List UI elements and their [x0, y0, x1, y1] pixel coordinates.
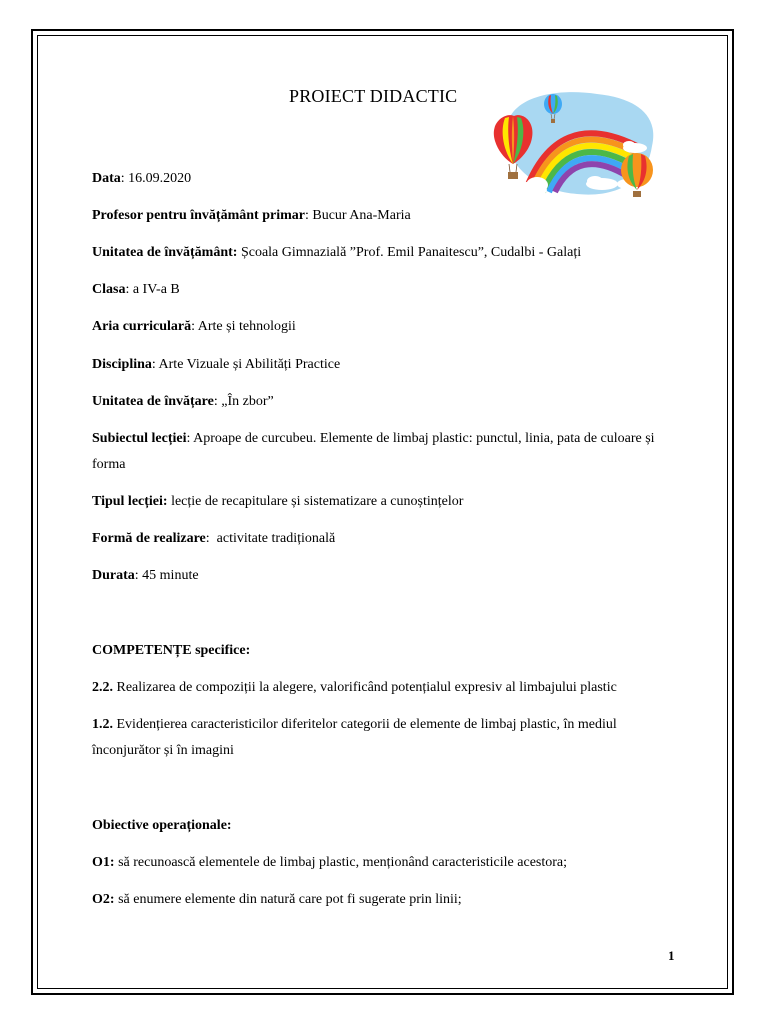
- field-label: Data: [92, 171, 121, 186]
- field-value: lecție de recapitulare și sistematizare a cunoștințelor: [171, 494, 464, 509]
- item-code: O2:: [92, 892, 115, 907]
- field-data: [92, 166, 191, 192]
- field-sep: :: [205, 531, 217, 546]
- page-number: 1: [668, 948, 675, 963]
- field-value: 16.09.2020: [128, 171, 192, 186]
- competente-heading: [92, 638, 250, 664]
- field-label: Profesor pentru învățământ primar: [92, 208, 305, 223]
- field-sep: :: [186, 431, 194, 446]
- item-text: Evidențierea caracteristicilor diferitelor categorii de elemente de limbaj plastic, în mediul înconjurător și în imagini: [92, 717, 617, 758]
- field-value: Aproape de curcubeu. Elemente de limbaj plastic: punctul, linia, pata de culoare și forma: [92, 431, 655, 472]
- item-code: 2.2.: [92, 680, 113, 695]
- field-label: Unitatea de învățare: [92, 394, 214, 409]
- field-label: Durata: [92, 568, 135, 583]
- field-value: activitate tradițională: [216, 531, 336, 546]
- field-tipul-lectiei: [92, 489, 463, 515]
- competenta-item: [92, 712, 684, 764]
- rainbow-balloons-illustration: [487, 86, 657, 206]
- field-sep: :: [213, 394, 222, 409]
- field-subiectul-lectiei: [92, 426, 682, 478]
- field-sep: :: [125, 282, 133, 297]
- section-heading: Obiective operaționale:: [92, 818, 232, 833]
- field-durata: [92, 563, 199, 589]
- section-heading: COMPETENȚE specifice:: [92, 643, 251, 658]
- document-title: PROIECT DIDACTIC: [289, 86, 458, 106]
- field-label: Formă de realizare: [92, 531, 206, 546]
- item-text: Realizarea de compoziții la alegere, valorificând potențialul expresiv al limbajului plastic: [116, 680, 617, 695]
- field-sep: :: [304, 208, 313, 223]
- competenta-item: [92, 675, 617, 701]
- field-label: Tipul lecției:: [92, 494, 168, 509]
- item-text: să recunoască elementele de limbaj plastic, menționând caracteristicile acestora;: [118, 855, 568, 870]
- field-label: Subiectul lecției: [92, 431, 187, 446]
- field-disciplina: [92, 352, 340, 378]
- field-value: 45 minute: [142, 568, 199, 583]
- field-label: Disciplina: [92, 357, 152, 372]
- field-value: Arte și tehnologii: [197, 319, 296, 334]
- obiectiv-item: [92, 887, 462, 913]
- field-label: Aria curriculară: [92, 319, 192, 334]
- obiective-heading: [92, 813, 232, 839]
- item-code: O1:: [92, 855, 115, 870]
- field-sep: :: [151, 357, 159, 372]
- field-clasa: [92, 277, 180, 303]
- field-unitatea-invatare: [92, 389, 274, 415]
- field-sep: :: [134, 568, 143, 583]
- field-value: „În zbor”: [221, 394, 274, 409]
- field-sep: :: [120, 171, 129, 186]
- field-label: Clasa: [92, 282, 126, 297]
- field-profesor: [92, 203, 411, 229]
- field-aria-curriculara: [92, 314, 296, 340]
- obiectiv-item: [92, 850, 567, 876]
- field-forma-realizare: [92, 526, 335, 552]
- field-label: Unitatea de învățământ:: [92, 245, 238, 260]
- item-code: 1.2.: [92, 717, 113, 732]
- field-unitatea-invatamant: [92, 240, 581, 266]
- field-value: Bucur Ana-Maria: [312, 208, 411, 223]
- field-value: Școala Gimnazială ”Prof. Emil Panaitescu”, Cudalbi - Galați: [240, 245, 582, 260]
- field-value: a IV-a B: [132, 282, 180, 297]
- field-sep: :: [191, 319, 198, 334]
- item-text: să enumere elemente din natură care pot fi sugerate prin linii;: [118, 892, 462, 907]
- field-value: Arte Vizuale și Abilități Practice: [158, 357, 341, 372]
